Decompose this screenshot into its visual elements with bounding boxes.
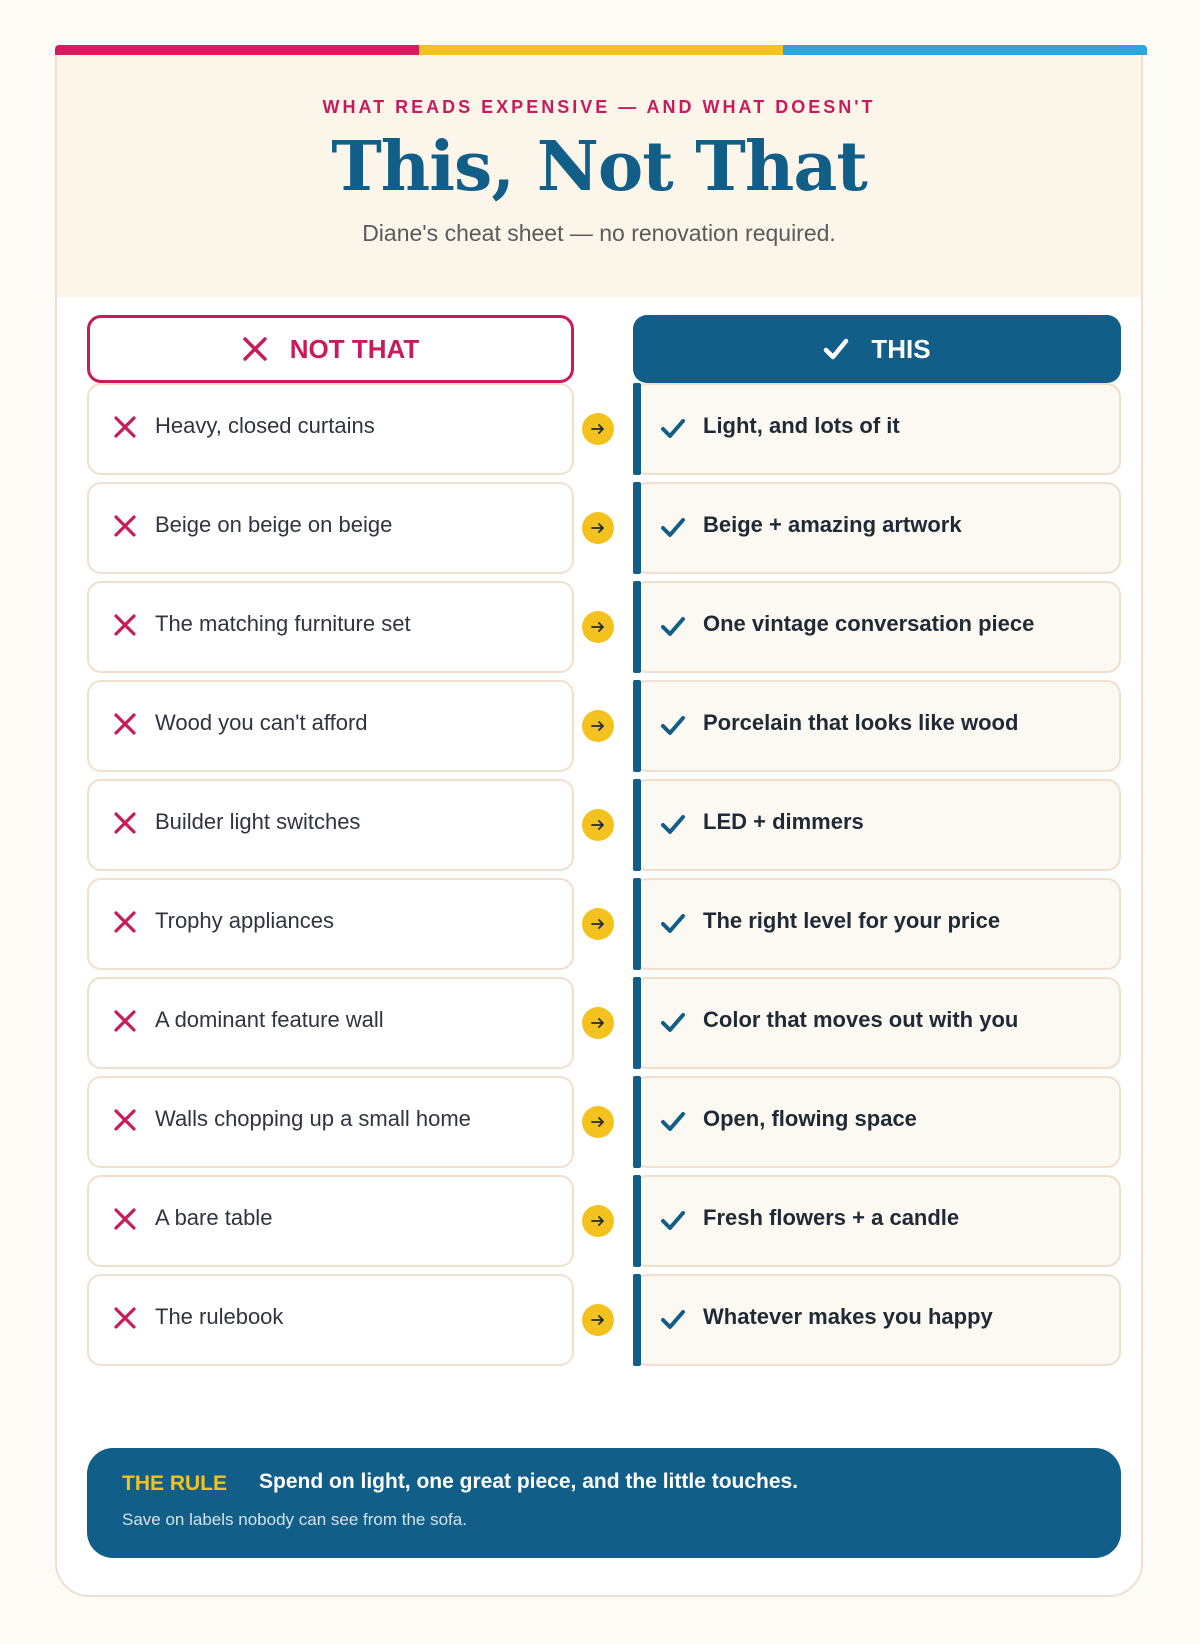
this-item xyxy=(633,482,1121,574)
comparison-row xyxy=(57,581,1145,673)
this-text: The right level for your price xyxy=(703,908,1001,933)
this-text: Whatever makes you happy xyxy=(703,1304,993,1329)
not-that-text: Walls chopping up a small home xyxy=(155,1106,471,1131)
arrow-right-icon xyxy=(582,611,614,643)
x-icon xyxy=(113,1306,137,1335)
comparison-row xyxy=(57,779,1145,871)
not-that-text: A dominant feature wall xyxy=(155,1007,384,1032)
this-text: LED + dimmers xyxy=(703,809,864,834)
not-that-item xyxy=(87,1274,574,1366)
not-that-text: The rulebook xyxy=(155,1304,284,1329)
cheat-sheet-card xyxy=(55,55,1143,1597)
not-that-item xyxy=(87,383,574,475)
check-icon xyxy=(661,615,685,642)
not-that-text: Wood you can't afford xyxy=(155,710,368,735)
check-icon xyxy=(661,1308,685,1335)
this-item xyxy=(633,581,1121,673)
x-icon xyxy=(113,811,137,840)
accent-bar xyxy=(633,482,641,574)
not-that-text: A bare table xyxy=(155,1205,273,1230)
not-that-header xyxy=(87,315,574,383)
comparison-row xyxy=(57,680,1145,772)
check-icon xyxy=(661,516,685,543)
check-icon xyxy=(661,1209,685,1236)
this-text: Beige + amazing artwork xyxy=(703,512,962,537)
x-icon xyxy=(113,1009,137,1038)
not-that-text: Trophy appliances xyxy=(155,908,334,933)
comparison-row xyxy=(57,1175,1145,1267)
this-text: Light, and lots of it xyxy=(703,413,900,438)
stripe-pink xyxy=(55,45,419,55)
color-stripe xyxy=(55,45,1147,55)
check-icon xyxy=(661,714,685,741)
check-icon xyxy=(661,813,685,840)
x-icon xyxy=(113,1108,137,1137)
x-icon xyxy=(113,415,137,444)
not-that-item xyxy=(87,878,574,970)
rule-main: Spend on light, one great piece, and the little touches. xyxy=(259,1470,799,1493)
this-header xyxy=(633,315,1121,383)
arrow-right-icon xyxy=(582,512,614,544)
page-subtitle: Diane's cheat sheet — no renovation required. xyxy=(362,220,836,246)
rule-sub: Save on labels nobody can see from the sofa. xyxy=(122,1510,467,1529)
x-icon xyxy=(113,514,137,543)
not-that-text: Heavy, closed curtains xyxy=(155,413,375,438)
this-item xyxy=(633,779,1121,871)
not-that-item xyxy=(87,977,574,1069)
comparison-row xyxy=(57,482,1145,574)
x-icon xyxy=(113,910,137,939)
page-title: This, Not That xyxy=(331,127,867,207)
comparison-row xyxy=(57,878,1145,970)
arrow-right-icon xyxy=(582,1304,614,1336)
accent-bar xyxy=(633,1274,641,1366)
x-icon xyxy=(113,712,137,741)
not-that-item xyxy=(87,482,574,574)
stripe-yellow xyxy=(419,45,783,55)
this-item xyxy=(633,1076,1121,1168)
rule-label: THE RULE xyxy=(122,1472,227,1495)
arrow-right-icon xyxy=(582,908,614,940)
not-that-text: Beige on beige on beige xyxy=(155,512,393,537)
accent-bar xyxy=(633,581,641,673)
this-text: Porcelain that looks like wood xyxy=(703,710,1019,735)
accent-bar xyxy=(633,779,641,871)
this-text: Open, flowing space xyxy=(703,1106,917,1131)
this-item xyxy=(633,383,1121,475)
not-that-item xyxy=(87,1076,574,1168)
arrow-right-icon xyxy=(582,1106,614,1138)
check-icon xyxy=(661,1011,685,1038)
check-icon xyxy=(661,417,685,444)
this-item xyxy=(633,680,1121,772)
comparison-row xyxy=(57,383,1145,475)
x-icon xyxy=(242,336,268,362)
arrow-right-icon xyxy=(582,809,614,841)
stripe-blue xyxy=(783,45,1147,55)
this-item xyxy=(633,878,1121,970)
accent-bar xyxy=(633,1076,641,1168)
rule-banner xyxy=(87,1448,1121,1558)
not-that-item xyxy=(87,779,574,871)
this-text: Color that moves out with you xyxy=(703,1007,1019,1032)
this-label: THIS xyxy=(871,333,931,364)
this-item xyxy=(633,1274,1121,1366)
check-icon xyxy=(823,336,849,362)
arrow-right-icon xyxy=(582,1205,614,1237)
this-text: One vintage conversation piece xyxy=(703,611,1035,636)
not-that-item xyxy=(87,581,574,673)
x-icon xyxy=(113,1207,137,1236)
not-that-text: Builder light switches xyxy=(155,809,361,834)
header xyxy=(57,55,1141,297)
not-that-label: NOT THAT xyxy=(289,333,420,364)
this-item xyxy=(633,1175,1121,1267)
not-that-text: The matching furniture set xyxy=(155,611,411,636)
accent-bar xyxy=(633,977,641,1069)
not-that-item xyxy=(87,680,574,772)
accent-bar xyxy=(633,1175,641,1267)
check-icon xyxy=(661,1110,685,1137)
eyebrow: WHAT READS EXPENSIVE — AND WHAT DOESN'T xyxy=(322,97,876,117)
x-icon xyxy=(113,613,137,642)
accent-bar xyxy=(633,383,641,475)
arrow-right-icon xyxy=(582,413,614,445)
comparison-row xyxy=(57,1274,1145,1366)
this-text: Fresh flowers + a candle xyxy=(703,1205,960,1230)
arrow-right-icon xyxy=(582,710,614,742)
accent-bar xyxy=(633,680,641,772)
arrow-right-icon xyxy=(582,1007,614,1039)
comparison-row xyxy=(57,977,1145,1069)
not-that-item xyxy=(87,1175,574,1267)
this-item xyxy=(633,977,1121,1069)
check-icon xyxy=(661,912,685,939)
accent-bar xyxy=(633,878,641,970)
comparison-row xyxy=(57,1076,1145,1168)
